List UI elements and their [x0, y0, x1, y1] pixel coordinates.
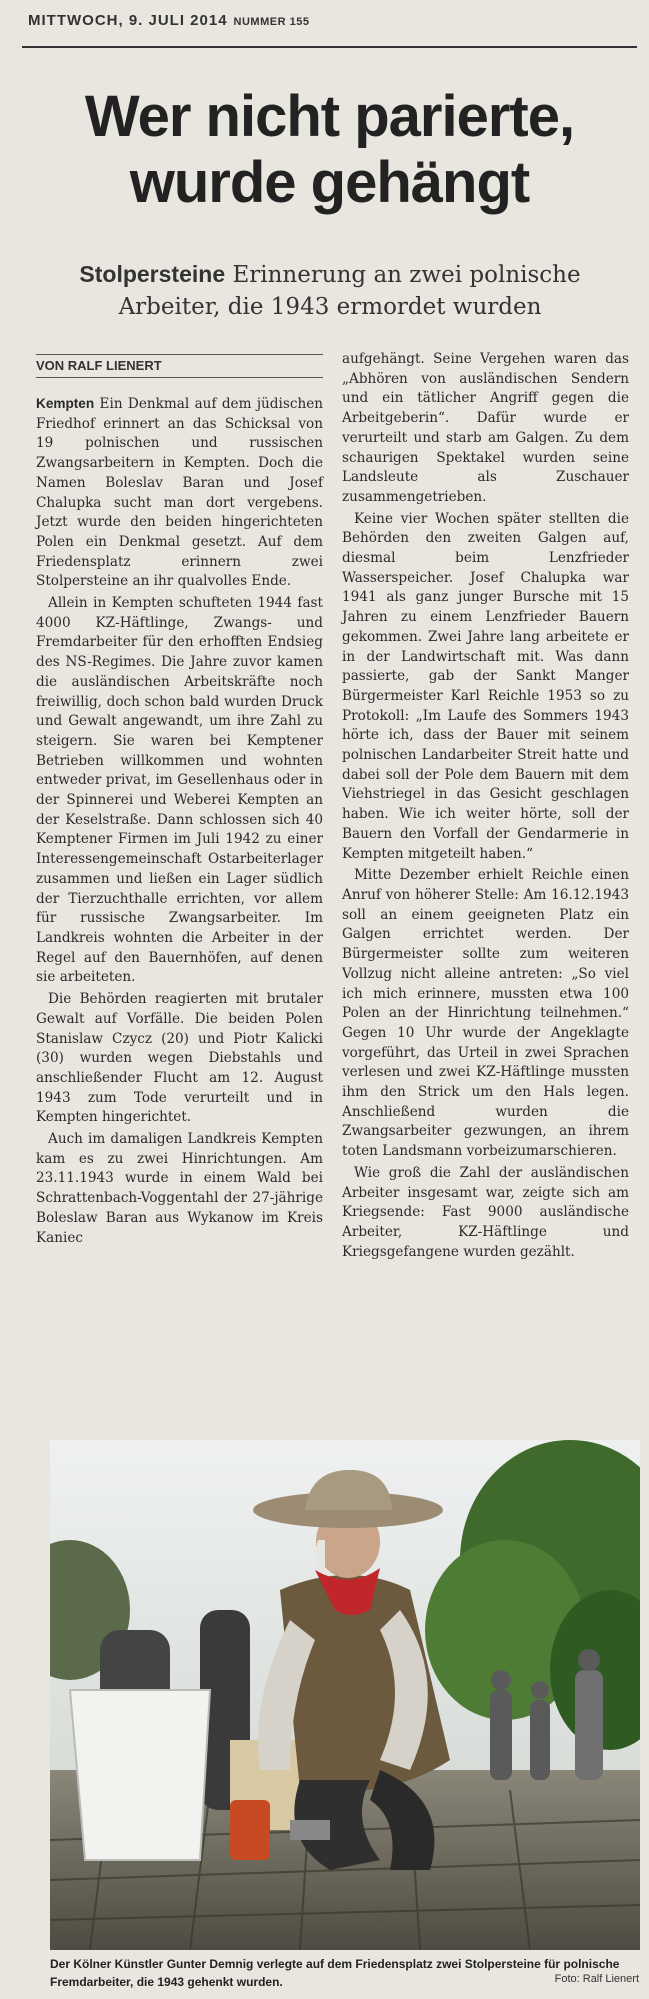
issue-line: [28, 12, 309, 29]
issue-date: MITTWOCH, 9. JULI 2014: [28, 12, 228, 29]
photo-illustration: [50, 1440, 640, 1950]
article-dateline: Kempten: [36, 396, 95, 411]
article-paragraph: Die Behörden reagierten mit brutaler Gewalt auf Vorfälle. Die beiden Polen Stanislaw Czycz (20) und Piotr Kalicki (30) wurden wegen Diebstahls und anschließender Flucht am 12. August 1943 zum Tode verurteilt und in Kempten hingerichtet.: [36, 991, 323, 1126]
headline-line-1: Wer nicht parierte,: [84, 84, 575, 149]
subheadline-text: Erinnerung an zwei polnische Arbeiter, die 1943 ermordet wurden: [118, 262, 581, 320]
article-paragraph: Wie groß die Zahl der ausländischen Arbeiter insgesamt war, zeigte sich am Kriegsende: Fast 9000 ausländische Arbeiter, KZ-Häftlinge und Kriegsgefangene wurden gezählt.: [342, 1164, 629, 1260]
byline: VON RALF LIENERT: [36, 354, 323, 378]
article-paragraph: [36, 394, 323, 592]
issue-number: NUMMER 155: [233, 16, 310, 28]
article-column-1: [36, 394, 323, 1250]
subheadline-kicker: Stolpersteine: [79, 261, 226, 287]
article-photo: [50, 1440, 640, 1950]
photo-caption: Der Kölner Künstler Gunter Demnig verlegte auf dem Friedensplatz zwei Stolpersteine für polnische Fremdarbeiter, die 1943 gehenkt wurden.: [50, 1957, 620, 1989]
article-column-2: [342, 350, 629, 1264]
photo-credit: Foto: Ralf Lienert: [554, 1973, 639, 1985]
article-paragraph: Keine vier Wochen später stellten die Behörden den zweiten Galgen auf, diesmal beim Lenzfrieder Wasserspeicher. Josef Chalupka war 1941 als ganz junger Bursche mit 15 Jahren zu einem Lenzfrieder Bauern gekommen. Zwei Jahre lang arbeitete er in der Landwirtschaft mit. Was dann passierte, gab der Sankt Manger Bürgermeister Karl Reichle 1953 so zu Protokoll: „Im Laufe des Sommers 1943 hörte ich, dass der Bauer mit seinem polnischen Landarbeiter Streit hatte und dabei soll der Pole dem Bauern mit dem Viehstriegel in das Gesicht geschlagen haben. Wie ich weiter hörte, soll der Bauern den Vorfall der Gendarmerie in Kempten mitgeteilt haben.“: [342, 510, 629, 862]
article-paragraph: Auch im damaligen Landkreis Kempten kam es zu zwei Hinrichtungen. Am 23.11.1943 wurde in einem Wald bei Schrattenbach-Voggentahl der 27-jährige Boleslaw Baran aus Wykanow im Kreis Kaniec: [36, 1131, 323, 1246]
page-header: [22, 6, 637, 48]
article-paragraph: Allein in Kempten schufteten 1944 fast 4000 KZ-Häftlinge, Zwangs- und Fremdarbeiter für den erhofften Endsieg des NS-Regimes. Die Jahre zuvor kamen die ausländischen Arbeitskräfte noch freiwillig, doch schon bald wurden Druck und Gewalt angewandt, um ihre Zahl zu steigern. Sie waren bei Kemptener Betrieben willkommen und wohnten entweder privat, im Gesellenhaus oder in der Spinnerei und Weberei Kempten an der Keselstraße. Dann schlossen sich 40 Kemptener Firmen im Juli 1942 zu einer Interessengemeinschaft Ostarbeiterlager zusammen und ließen ein Lager südlich der Tierzuchthalle errichten, vor allem für russische Zwangsarbeiter. Im Landkreis wohnten die Arbeiter in der Regel auf den Bauernhöfen, auf denen sie arbeiteten.: [36, 595, 323, 986]
paragraph-text: Ein Denkmal auf dem jüdischen Friedhof erinnert an das Schicksal von 19 polnischen und russischen Zwangsarbeitern in Kempten. Doch die Namen Boleslav Baran und Josef Chalupka sucht man dort vergebens. Jetzt wurde den beiden hingerichteten Polen ein Denkmal gesetzt. Auf dem Friedensplatz erinnern zwei Stolpersteine an ihr qualvolles Ende.: [36, 396, 324, 590]
article-paragraph: Mitte Dezember erhielt Reichle einen Anruf von höherer Stelle: Am 16.12.1943 soll an einem geeigneten Platz ein Galgen errichtet werden. Der Bürgermeister sollte zum weiteren Vollzug nicht alleine antreten: „So viel ich mich erinnere, mussten etwa 100 Polen an der Hinrichtung teilnehmen.“ Gegen 10 Uhr wurde der Angeklagte vorgeführt, das Urteil in zwei Sprachen verlesen und zwei KZ-Häftlinge mussten ihm den Strick um den Hals legen. Anschließend wurden die Zwangsarbeiter gezwungen, an ihrem toten Landsmann vorbeizumarschieren.: [342, 867, 629, 1160]
article-paragraph: aufgehängt. Seine Vergehen waren das „Abhören von ausländischen Sendern und ein tätlicher Angriff gegen die Arbeitgeberin“. Dafür wurde er verurteilt und starb am Galgen. Zu dem schaurigen Spektakel wurden seine Landsleute als Zuschauer zusammengetrieben.: [342, 351, 629, 505]
subheadline: [40, 258, 620, 323]
headline-line-2: wurde gehängt: [129, 150, 530, 215]
headline: [22, 84, 637, 216]
